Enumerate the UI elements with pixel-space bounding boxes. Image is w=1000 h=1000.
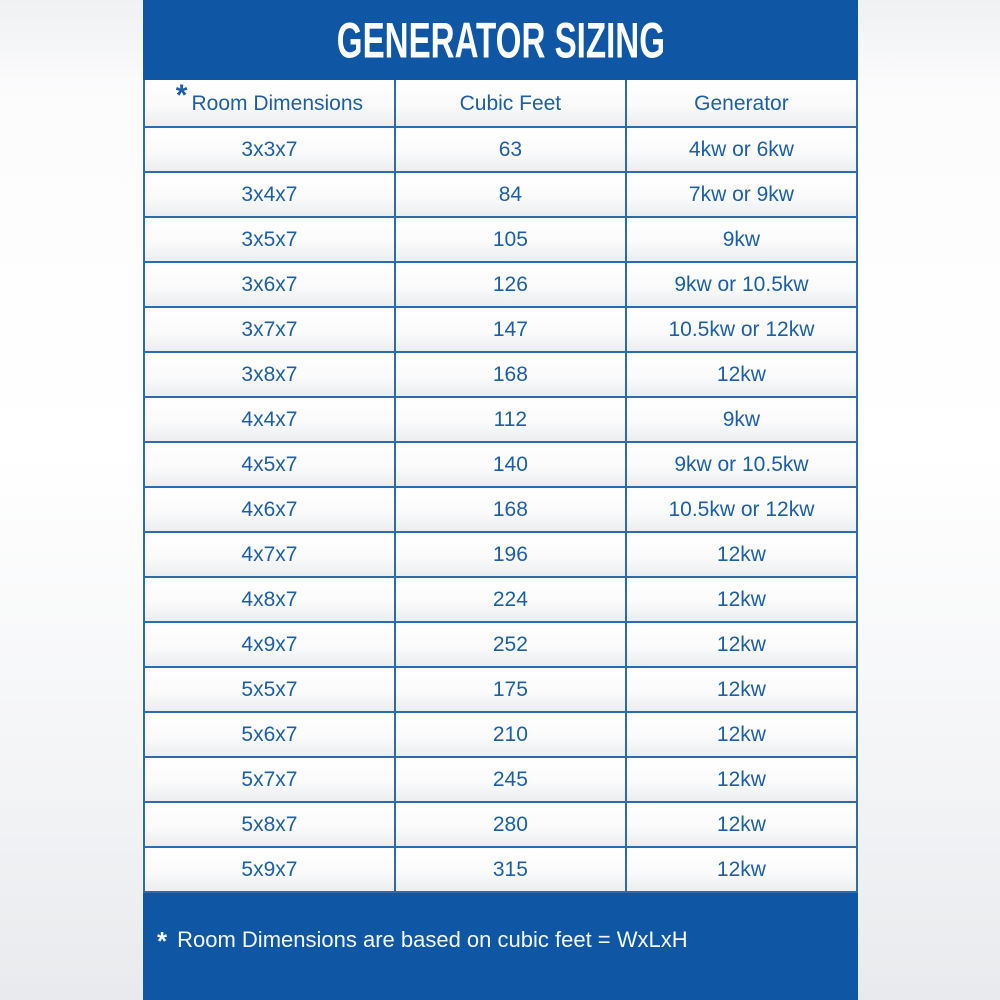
page-title: GENERATOR SIZING [336, 11, 665, 69]
header-cubic-feet: Cubic Feet [394, 80, 625, 126]
cubic-feet-cell: 175 [394, 668, 625, 711]
table-row [145, 263, 856, 308]
generator-cell: 9kw [625, 218, 856, 261]
cubic-feet-cell: 280 [394, 803, 625, 846]
cubic-feet-cell: 315 [394, 848, 625, 891]
title-band [143, 0, 858, 80]
table-row [145, 668, 856, 713]
generator-cell: 7kw or 9kw [625, 173, 856, 216]
table-row [145, 173, 856, 218]
room-dimensions-cell: 4x7x7 [241, 543, 298, 566]
generator-cell: 9kw or 10.5kw [625, 263, 856, 306]
cubic-feet-cell: 84 [394, 173, 625, 216]
cubic-feet-cell: 63 [394, 128, 625, 171]
room-dimensions-cell: 4x9x7 [241, 633, 298, 656]
cubic-feet-cell: 196 [394, 533, 625, 576]
asterisk-icon: * [175, 79, 188, 112]
generator-cell: 10.5kw or 12kw [625, 308, 856, 351]
room-dimensions-cell: 4x6x7 [241, 498, 298, 521]
table-row [145, 488, 856, 533]
cubic-feet-cell: 210 [394, 713, 625, 756]
header-room-dimensions-label: Room Dimensions [191, 91, 364, 115]
table-row [145, 533, 856, 578]
generator-cell: 12kw [625, 668, 856, 711]
generator-cell: 4kw or 6kw [625, 128, 856, 171]
room-dimensions-cell: 4x5x7 [241, 453, 298, 476]
room-dimensions-cell: 3x4x7 [241, 183, 298, 206]
footnote-text: Room Dimensions are based on cubic feet = WxLxH [177, 926, 688, 952]
generator-sizing-panel [143, 0, 858, 1000]
generator-cell: 12kw [625, 803, 856, 846]
cubic-feet-cell: 252 [394, 623, 625, 666]
room-dimensions-cell: 5x9x7 [241, 858, 298, 881]
cubic-feet-cell: 168 [394, 353, 625, 396]
cubic-feet-cell: 168 [394, 488, 625, 531]
table-body [145, 128, 856, 893]
generator-cell: 9kw or 10.5kw [625, 443, 856, 486]
cubic-feet-cell: 126 [394, 263, 625, 306]
header-room-dimensions [145, 80, 394, 126]
room-dimensions-cell: 5x7x7 [241, 768, 298, 791]
table-row [145, 758, 856, 803]
table-row [145, 128, 856, 173]
table-row [145, 353, 856, 398]
generator-cell: 12kw [625, 578, 856, 621]
room-dimensions-cell: 3x8x7 [241, 363, 298, 386]
room-dimensions-cell: 5x6x7 [241, 723, 298, 746]
generator-cell: 12kw [625, 758, 856, 801]
generator-cell: 12kw [625, 713, 856, 756]
room-dimensions-cell: 4x8x7 [241, 588, 298, 611]
table-row [145, 848, 856, 893]
table-row [145, 578, 856, 623]
room-dimensions-cell: 3x7x7 [241, 318, 298, 341]
room-dimensions-cell: 4x4x7 [241, 408, 298, 431]
generator-cell: 12kw [625, 623, 856, 666]
table-row [145, 398, 856, 443]
footnote [143, 893, 858, 1000]
table-row [145, 713, 856, 758]
table-row [145, 623, 856, 668]
generator-cell: 10.5kw or 12kw [625, 488, 856, 531]
generator-cell: 12kw [625, 533, 856, 576]
table-row [145, 218, 856, 263]
generator-cell: 9kw [625, 398, 856, 441]
room-dimensions-cell: 3x6x7 [241, 273, 298, 296]
cubic-feet-cell: 140 [394, 443, 625, 486]
table-row [145, 308, 856, 353]
cubic-feet-cell: 105 [394, 218, 625, 261]
cubic-feet-cell: 245 [394, 758, 625, 801]
table-row [145, 803, 856, 848]
room-dimensions-cell: 3x3x7 [241, 138, 298, 161]
room-dimensions-cell: 3x5x7 [241, 228, 298, 251]
room-dimensions-cell: 5x5x7 [241, 678, 298, 701]
cubic-feet-cell: 147 [394, 308, 625, 351]
header-generator: Generator [625, 80, 856, 126]
cubic-feet-cell: 112 [394, 398, 625, 441]
sizing-table [143, 80, 858, 893]
table-header-row [145, 80, 856, 128]
room-dimensions-cell: 5x8x7 [241, 813, 298, 836]
generator-cell: 12kw [625, 353, 856, 396]
generator-cell: 12kw [625, 848, 856, 891]
table-row [145, 443, 856, 488]
asterisk-icon: * [157, 926, 168, 956]
cubic-feet-cell: 224 [394, 578, 625, 621]
